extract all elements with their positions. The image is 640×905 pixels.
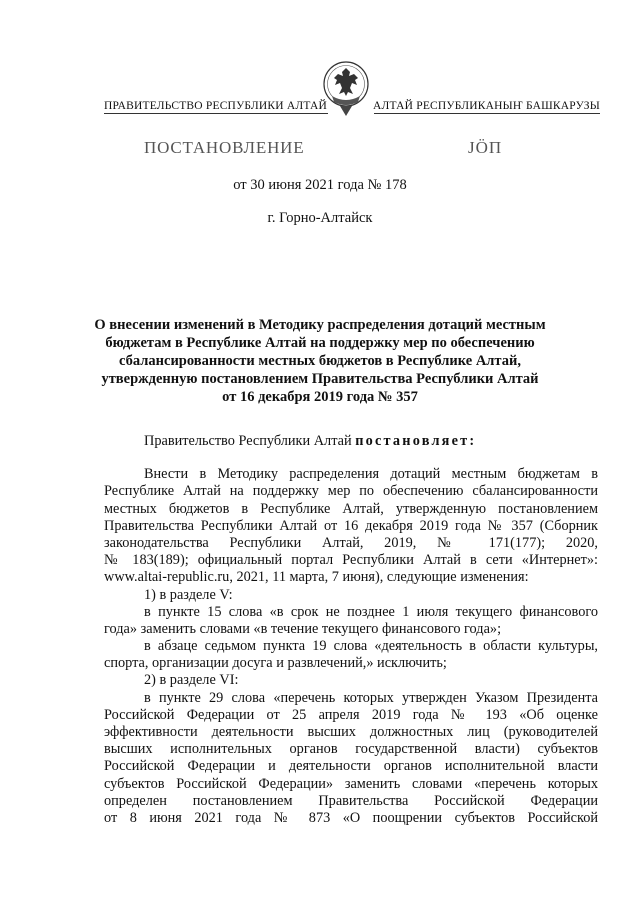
body-line: 2) в разделе VI: [144, 672, 239, 689]
body-line: в абзаце седьмом пункта 19 слова «деятельность в области культуры, [144, 638, 598, 655]
body-line: года» заменить словами «в течение текущего финансового года»; [104, 620, 502, 637]
header-rule-right [374, 113, 600, 114]
body-line: в пункте 15 слова «в срок не позднее 1 июля текущего финансового [144, 603, 598, 620]
body-line: местных бюджетов в Республике Алтай, утвержденную постановлением [104, 500, 598, 517]
doc-type-altai: ЈӦП [468, 138, 503, 157]
body-line: высших исполнительных органов государственной власти) субъектов [104, 741, 598, 758]
title-line: сбалансированности местных бюджетов в Республике Алтай, [119, 353, 521, 369]
decree-lead [104, 433, 598, 450]
body-line: www.altai-republic.ru, 2021, 11 марта, 7 июня), следующие изменения: [104, 569, 529, 586]
doc-type-russian: ПОСТАНОВЛЕНИЕ [144, 138, 305, 157]
document-body [104, 433, 598, 827]
org-name-altai: АЛТАЙ РЕСПУБЛИКАНЫҤ БАШКАРУЗЫ [373, 100, 600, 112]
body-line: спорта, организации досуга и развлечений,» исключить; [104, 655, 447, 672]
title-line: О внесении изменений в Методику распределения дотаций местным [94, 317, 546, 333]
header-rule-left [104, 113, 328, 114]
org-name-russian: ПРАВИТЕЛЬСТВО РЕСПУБЛИКИ АЛТАЙ [104, 100, 328, 112]
document-city: г. Горно-Алтайск [267, 210, 373, 226]
body-line: определен постановлением Правительства Российской Федерации [104, 792, 598, 809]
document-title [90, 316, 550, 406]
body-line: Российской Федерации от 25 апреля 2019 года № 193 «Об оценке [104, 706, 598, 723]
body-line: Правительства Республики Алтай от 16 декабря 2019 года № 357 (Сборник [104, 517, 598, 534]
body-line: № 183(189); официальный портал Республики Алтай в сети «Интернет»: [104, 552, 598, 569]
body-line: Российской Федерации и деятельности органов исполнительной власти [104, 758, 598, 775]
body-line: субъектов Российской Федерации» заменить словами «перечень которых [104, 775, 598, 792]
body-line: в пункте 29 слова «перечень которых утвержден Указом Президента [144, 689, 598, 706]
body-line: от 8 июня 2021 года № 873 «О поощрении субъектов Российской [104, 809, 598, 826]
body-line: законодательства Республики Алтай, 2019, № 171(177); 2020, [104, 534, 598, 551]
body-line: 1) в разделе V: [144, 586, 233, 603]
body-line: Внести в Методику распределения дотаций местным бюджетам в [144, 466, 598, 483]
title-line: от 16 декабря 2019 года № 357 [222, 389, 418, 405]
decree-lead-text: Правительство Республики Алтай [144, 433, 352, 449]
body-line: эффективности деятельности высших должностных лиц (руководителей [104, 724, 598, 740]
body-line: Республике Алтай на поддержку мер по обеспечению сбалансированности [104, 483, 598, 500]
decree-verb: постановляет: [355, 433, 477, 449]
title-line: бюджетам в Республике Алтай на поддержку мер по обеспечению [105, 335, 535, 351]
title-line: утвержденную постановлением Правительства Республики Алтай [101, 371, 539, 387]
document-date: от 30 июня 2021 года № 178 [233, 177, 407, 193]
coat-of-arms-icon [322, 58, 370, 118]
